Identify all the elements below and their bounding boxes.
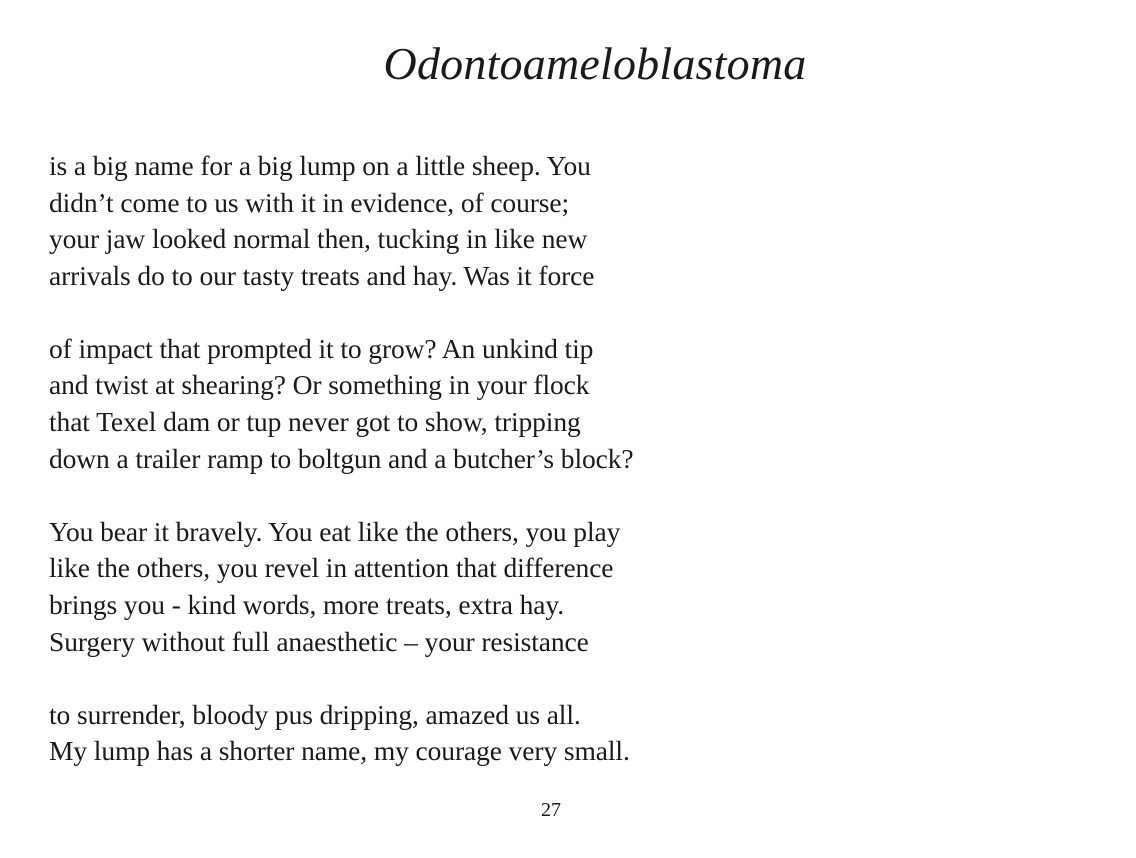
stanza-4 (49, 697, 634, 770)
poem-line: like the others, you revel in attention that difference (49, 552, 614, 584)
stanza-1 (49, 148, 634, 294)
poem-body (49, 148, 634, 806)
poem-line: arrivals do to our tasty treats and hay. Was it force (49, 259, 595, 291)
poem-line: Surgery without full anaesthetic – your resistance (49, 625, 589, 657)
poem-line: didn’t come to us with it in evidence, of course; (49, 186, 570, 218)
page-number: 27 (541, 799, 561, 821)
poem-line: that Texel dam or tup never got to show, tripping (49, 406, 581, 438)
poem-line: My lump has a shorter name, my courage very small. (49, 735, 630, 767)
poem-line: your jaw looked normal then, tucking in like new (49, 223, 588, 255)
poem-line: brings you - kind words, more treats, extra hay. (49, 588, 565, 620)
poem-line: is a big name for a big lump on a little sheep. You (49, 150, 591, 181)
poem-line: You bear it bravely. You eat like the others, you play (49, 515, 621, 547)
poem-line: down a trailer ramp to boltgun and a butcher’s block? (49, 442, 634, 474)
poem-line: to surrender, bloody pus dripping, amazed us all. (49, 698, 581, 730)
stanza-2 (49, 331, 634, 477)
poem-line: and twist at shearing? Or something in your flock (49, 369, 590, 401)
stanza-3 (49, 514, 634, 660)
poem-title: Odontoameloblastoma (383, 38, 807, 89)
poem-line: of impact that prompted it to grow? An unkind tip (49, 332, 594, 364)
